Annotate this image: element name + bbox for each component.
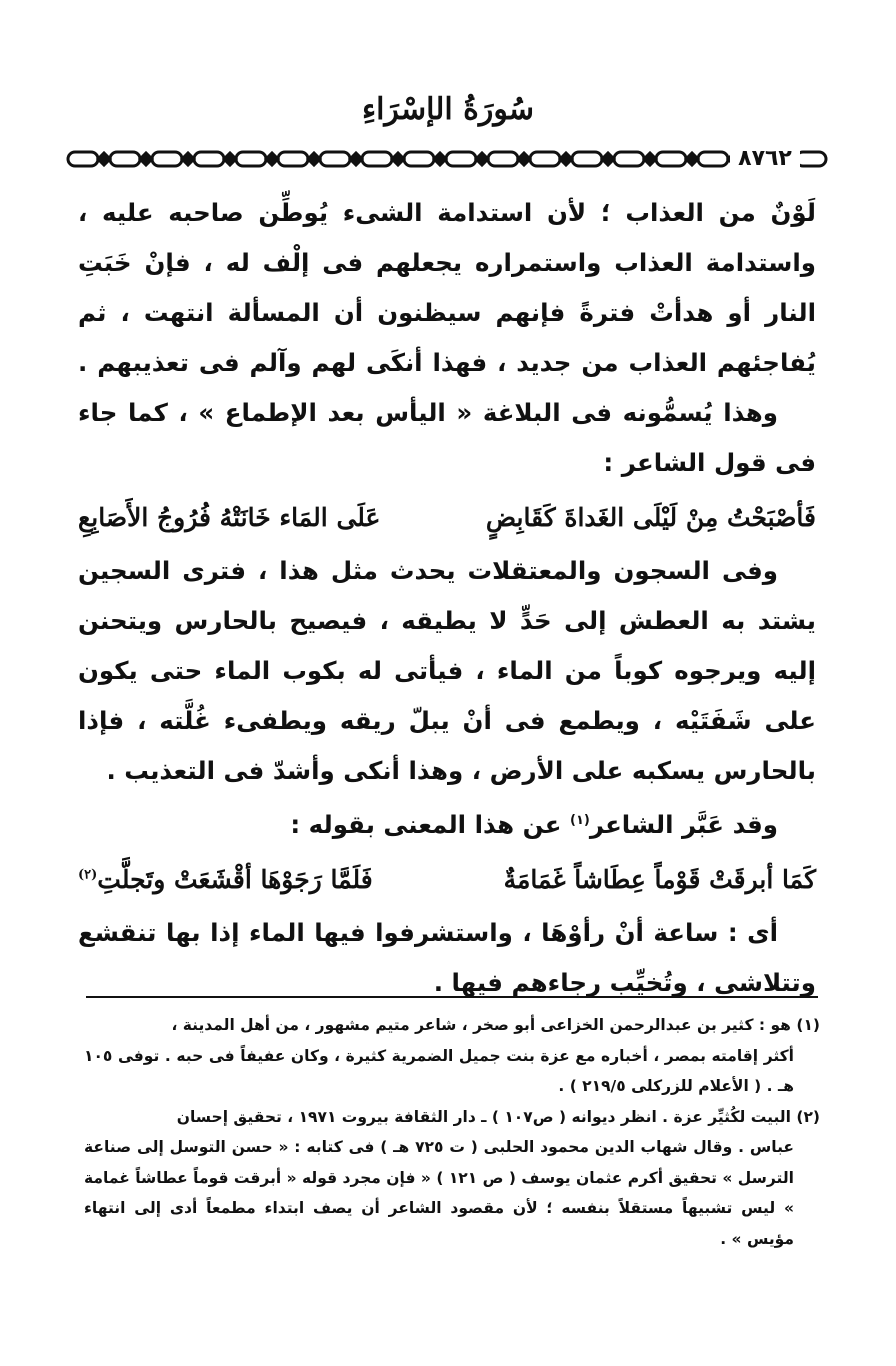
chain-link-oval	[278, 152, 308, 166]
chain-link-oval	[236, 152, 266, 166]
chain-link-oval	[572, 152, 602, 166]
paragraph: وفى السجون والمعتقلات يحدث مثل هذا ، فترى السجين يشتد به العطش إلى حَدٍّ لا يطيقه ، فيصيح بالحارس ويتحنن إليه ويرجوه كوباً من الماء ، فيأتى له بكوب الماء حتى يكون على شَفَتَيْه ، ويطمع فى أنْ يبلّ ريقه ويطفىء غُلَّته ، فإذا بالحارس يسكبه على الأرض ، وهذا أنكى وأشدّ فى التعذيب .	[78, 556, 816, 785]
verse-hemistich-left	[78, 858, 373, 902]
chain-link-diamond	[266, 153, 278, 165]
footnote	[84, 1102, 820, 1133]
footnote-continuation: أكثر إقامته بمصر ، أخباره مع عزة بنت جميل الضمرية كثيرة ، وكان عفيفاً فى حبه . توفى ١٠٥ هـ . ( الأعلام للزركلى ٢١٩/٥ ) .	[84, 1046, 794, 1095]
footnote-mark: (١)	[569, 812, 590, 828]
main-text	[78, 188, 816, 1008]
chain-link-oval	[320, 152, 350, 166]
footnote-label: (٢)	[796, 1107, 820, 1126]
chain-link-diamond	[392, 153, 404, 165]
chain-link-oval	[404, 152, 434, 166]
chain-link-oval	[446, 152, 476, 166]
chain-link-diamond	[476, 153, 488, 165]
footnotes	[84, 1010, 820, 1254]
verse-hemistich-right: كَمَا أبرقَتْ قَوْماً عِطَاشاً غَمَامَةٌ	[503, 865, 816, 894]
verse-hemistich-right: فَأصْبَحْتُ مِنْ لَيْلَى الغَداةَ كَقَابِضٍ	[485, 503, 816, 532]
ornamental-header-bar	[62, 144, 830, 174]
paragraph-text: وقد عَبَّر الشاعر	[589, 810, 778, 839]
chain-link-oval	[110, 152, 140, 166]
paragraph: أى : ساعة أنْ رأوْهَا ، واستشرفوا فيها الماء إذا بها تنقشع وتتلاشى ، وتُخيِّب رجاءهم فيها .	[78, 918, 816, 997]
chain-link-diamond	[224, 153, 236, 165]
chain-link-oval	[488, 152, 518, 166]
chain-link-diamond	[434, 153, 446, 165]
chain-link-diamond	[308, 153, 320, 165]
paragraph	[78, 800, 816, 850]
chain-ornament	[68, 152, 826, 166]
paragraph: لَوْنٌ من العذاب ؛ لأن استدامة الشىء يُوطِّن صاحبه عليه ، واستدامة العذاب واستمراره يجعلهم فى إلْف له ، فإنْ خَبَتِ النار أو هدأتْ فترةً فإنهم سيظنون أن المسألة انتهت ، ثم يُفاجئهم العذاب من جديد ، فهذا أنكَى لهم وآلم فى تعذيبهم .	[78, 198, 816, 377]
paragraph: وهذا يُسمُّونه فى البلاغة « اليأس بعد الإطماع » ، كما جاء فى قول الشاعر :	[78, 398, 816, 477]
footnote-mark: (٢)	[78, 867, 98, 883]
chain-link-oval	[68, 152, 98, 166]
chain-link-oval	[656, 152, 686, 166]
page-number: ٨٧٦٢	[730, 146, 800, 172]
chain-link-diamond	[98, 153, 110, 165]
footnote-text: البيت لكُثيِّر عزة . انظر ديوانه ( ص١٠٧ ) ـ دار الثقافة بيروت ١٩٧١ ، تحقيق إحسان	[176, 1107, 791, 1126]
surah-title: سُورَةُ الإسْرَاءِ	[361, 92, 535, 127]
chain-link-diamond	[686, 153, 698, 165]
paragraph-text: عن هذا المعنى بقوله :	[290, 810, 570, 839]
footnote	[84, 1010, 820, 1041]
chain-link-oval	[152, 152, 182, 166]
poetry-verse	[78, 858, 816, 902]
chain-link-oval	[614, 152, 644, 166]
footnote-separator	[86, 996, 818, 998]
chain-link-oval	[796, 152, 826, 166]
footnote-continuation: عباس . وقال شهاب الدين محمود الحلبى ( ت ٧٢٥ هـ ) فى كتابه : « حسن التوسل إلى صناعة الترسل » تحقيق أكرم عثمان يوسف ( ص ١٢١ ) « فإن مجرد قوله « أبرقت قوماً عطاشاً غمامة » ليس تشبيهاً مستقلاً بنفسه ؛ لأن مقصود الشاعر أن يصف ابتداء مطمعاً أدى إلى انتهاء مؤيس » .	[84, 1138, 794, 1248]
footnote-text: هو : كثير بن عبدالرحمن الخزاعى أبو صخر ، شاعر متيم مشهور ، من أهل المدينة ،	[171, 1016, 791, 1034]
chain-link-diamond	[602, 153, 614, 165]
chain-link-oval	[194, 152, 224, 166]
chain-link-diamond	[140, 153, 152, 165]
verse-hemistich-left: عَلَى المَاء خَانَتْهُ فُرُوجُ الأَصَابِعِ	[78, 503, 381, 532]
chain-link-diamond	[560, 153, 572, 165]
chain-link-diamond	[644, 153, 656, 165]
chain-link-diamond	[182, 153, 194, 165]
chain-link-oval	[362, 152, 392, 166]
chain-link-oval	[698, 152, 728, 166]
chain-link-oval	[530, 152, 560, 166]
verse-text: فَلَمَّا رَجَوْهَا أقْشَعَتْ وتَجلَّتِ	[97, 865, 373, 894]
poetry-verse	[78, 496, 816, 540]
chain-link-diamond	[518, 153, 530, 165]
chain-link-diamond	[350, 153, 362, 165]
footnote-label: (١)	[796, 1016, 820, 1034]
